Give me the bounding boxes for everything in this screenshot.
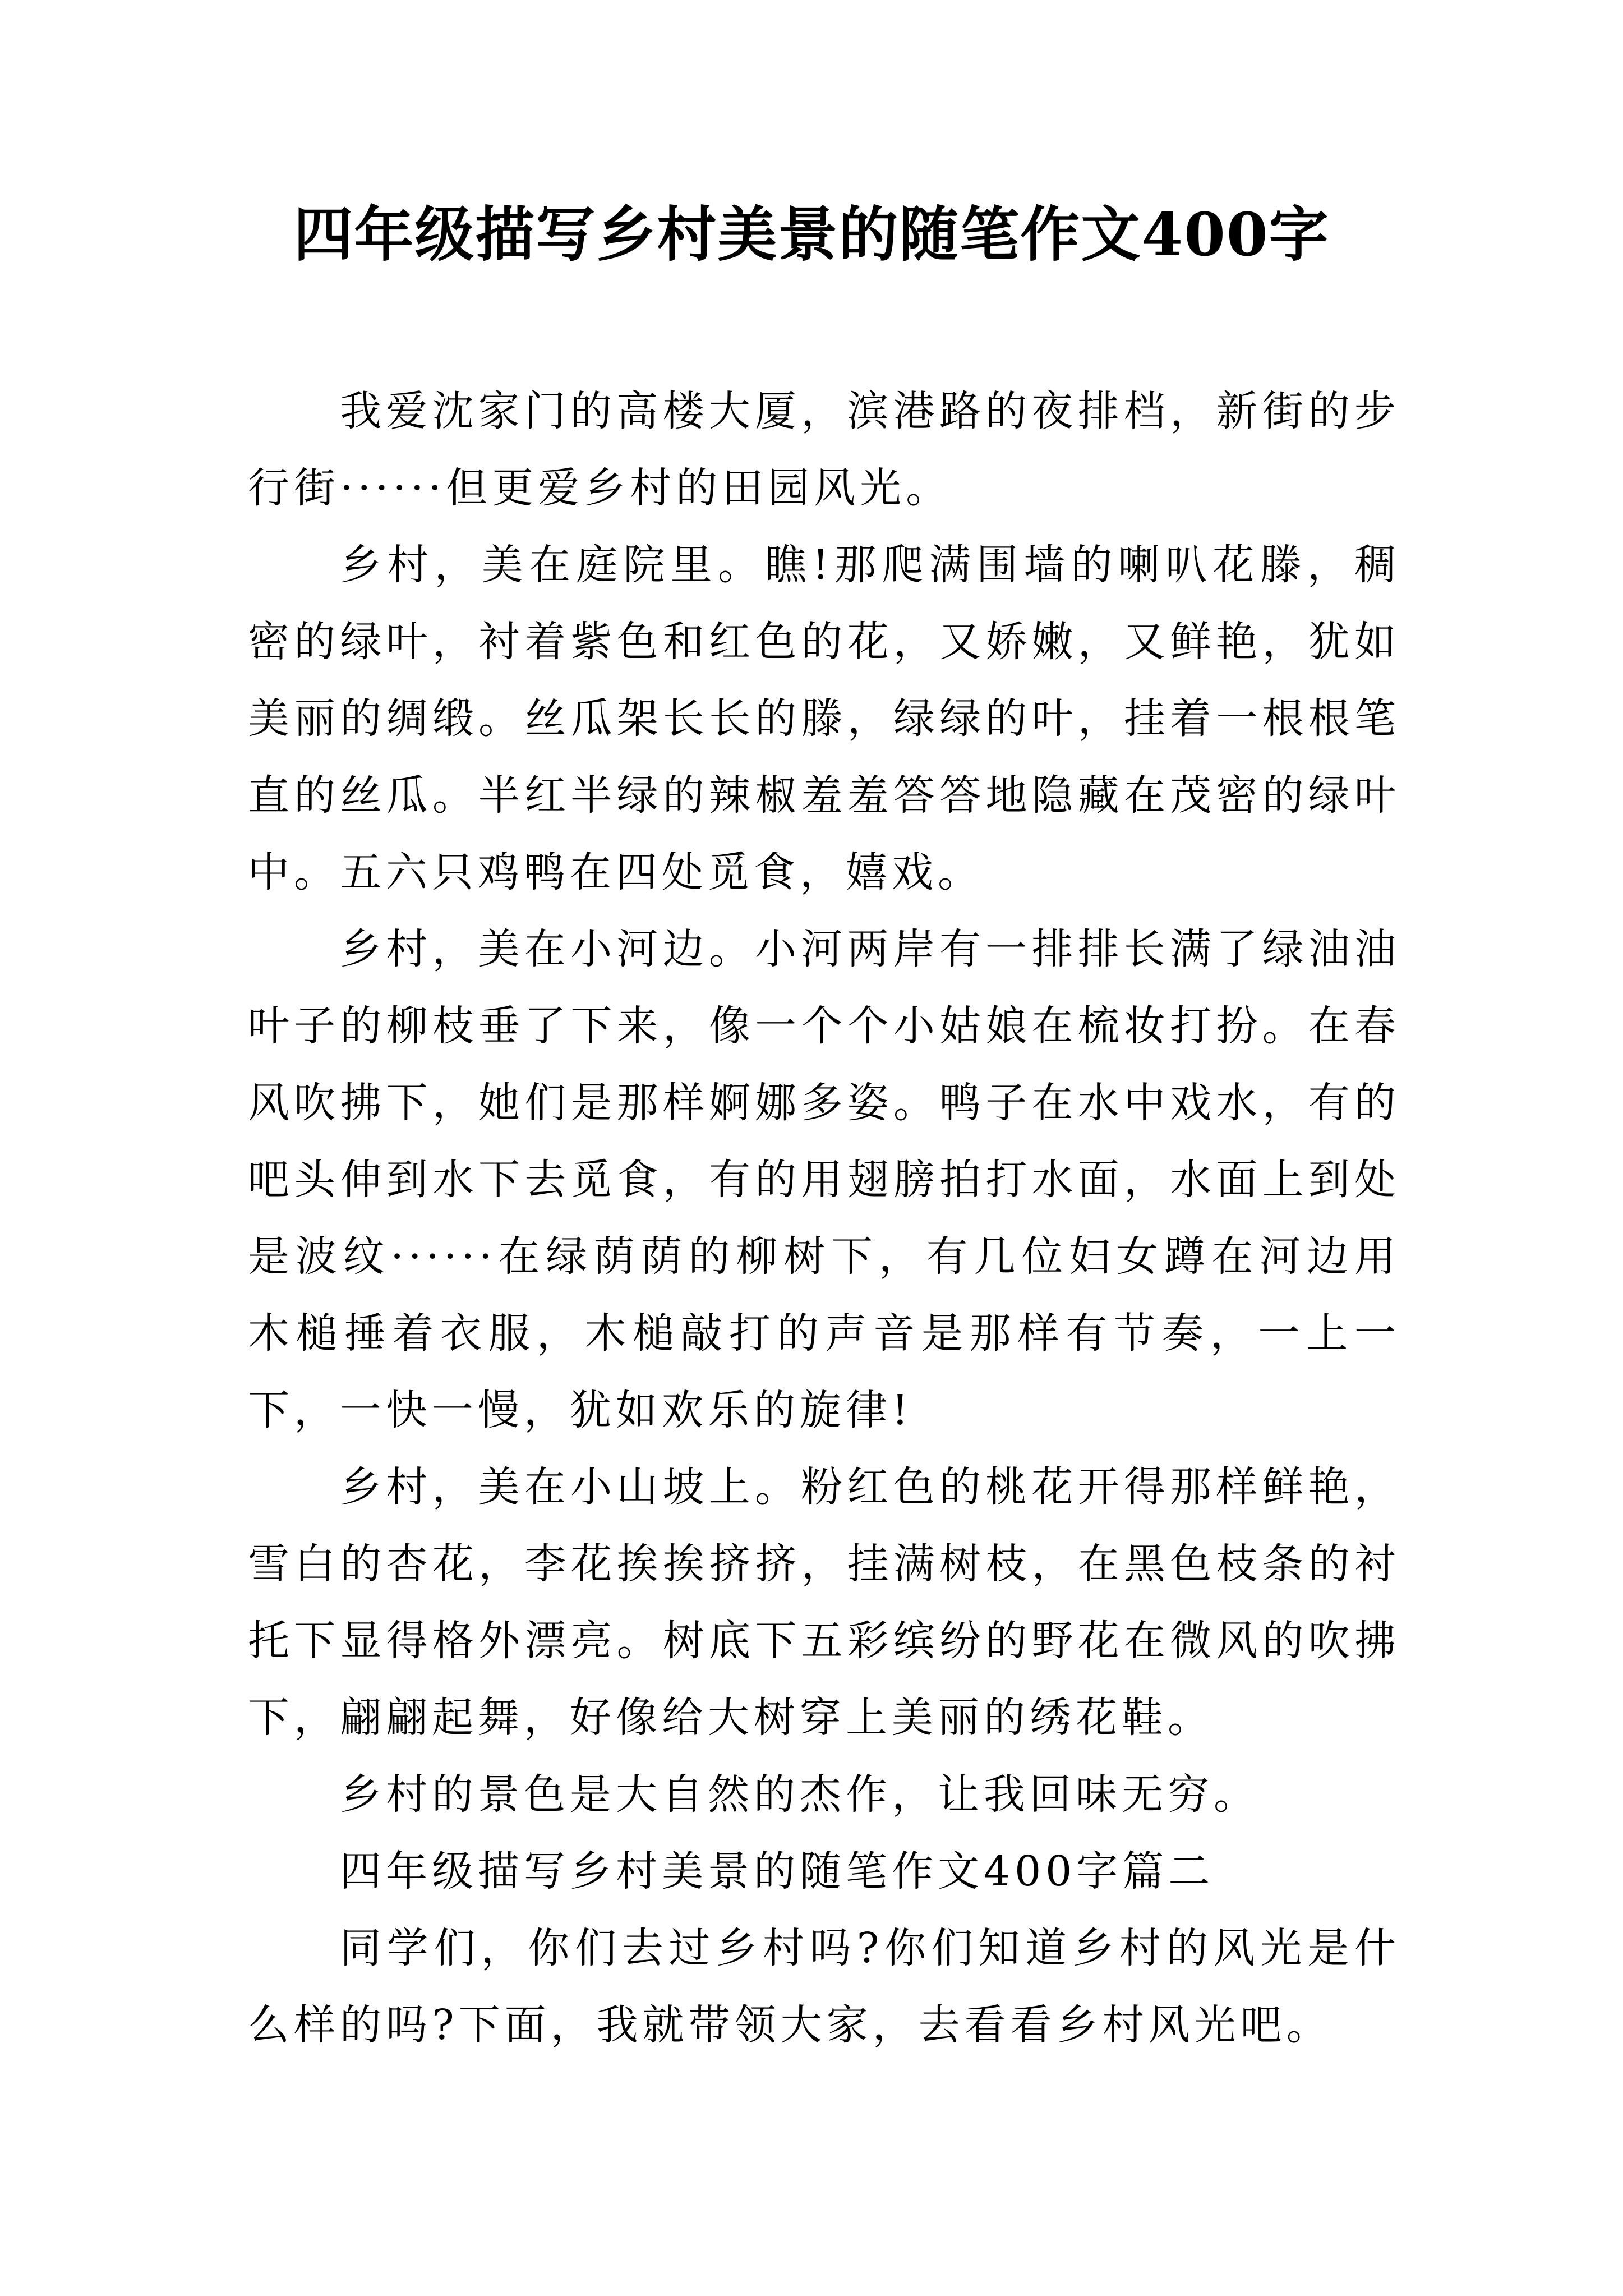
document-body: [248, 373, 1400, 2064]
paragraph-conclusion: 乡村的景色是大自然的杰作，让我回味无穷。: [340, 1770, 1260, 1819]
section-heading-part-two: 四年级描写乡村美景的随笔作文400字篇二: [340, 1847, 1215, 1895]
paragraph-hillside: 乡村，美在小山坡上。粉红色的桃花开得那样鲜艳，雪白的杏花，李花挨挨挤挤，挂满树枝，在黑色枝条的衬托下显得格外漂亮。树底下五彩缤纷的野花在微风的吹拂下，翩翩起舞，好像给大树穿上美丽的绣花鞋。: [248, 1463, 1400, 1742]
paragraph-intro: 我爱沈家门的高楼大厦，滨港路的夜排档，新街的步行街······但更爱乡村的田园风光。: [248, 387, 1400, 512]
paragraph-riverside: 乡村，美在小河边。小河两岸有一排排长满了绿油油叶子的柳枝垂了下来，像一个个小姑娘在梳妆打扮。在春风吹拂下，她们是那样婀娜多姿。鸭子在水中戏水，有的吧头伸到水下去觅食，有的用翅膀拍打水面，水面上到处是波纹······在绿荫荫的柳树下，有几位妇女蹲在河边用木槌捶着衣服，木槌敲打的声音是那样有节奏，一上一下，一快一慢，犹如欢乐的旋律!: [248, 925, 1400, 1434]
paragraph-courtyard: 乡村，美在庭院里。瞧!那爬满围墙的喇叭花滕，稠密的绿叶，衬着紫色和红色的花，又娇嫩，又鲜艳，犹如美丽的绸缎。丝瓜架长长的滕，绿绿的叶，挂着一根根笔直的丝瓜。半红半绿的辣椒羞羞答答地隐藏在茂密的绿叶中。五六只鸡鸭在四处觅食，嬉戏。: [248, 541, 1400, 896]
paragraph-part-two-intro: 同学们，你们去过乡村吗?你们知道乡村的风光是什么样的吗?下面，我就带领大家，去看看乡村风光吧。: [248, 1924, 1400, 2049]
document-title: 四年级描写乡村美景的随笔作文400字: [293, 199, 1330, 269]
